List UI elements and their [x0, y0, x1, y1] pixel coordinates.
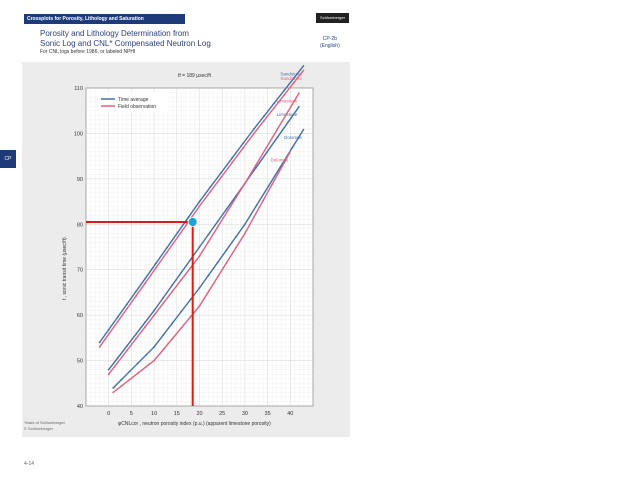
series-tick [253, 216, 255, 218]
series-tick [166, 252, 168, 254]
series-tick [126, 350, 128, 352]
series-tick [112, 391, 114, 393]
series-tick [145, 354, 147, 356]
series-tick [166, 247, 168, 249]
series-tick [126, 345, 128, 347]
series-tick [135, 291, 137, 293]
series-tick [226, 249, 228, 251]
series-tick [231, 162, 233, 164]
copyright-line1: *Mark of Schlumberger [24, 420, 65, 425]
series-tick [263, 115, 265, 117]
series-tick [162, 349, 164, 351]
porosity-result-2: Porosity = 21.4% [462, 348, 558, 363]
y-tick-label: 40 [76, 404, 83, 410]
series-tick [226, 208, 228, 210]
series-tick [177, 236, 179, 238]
series-tick [153, 346, 155, 348]
series-tick [117, 321, 119, 323]
series-tick [108, 333, 110, 335]
x-tick-label: 0 [107, 411, 111, 417]
x-tick-label: 40 [287, 411, 294, 417]
series-tick [293, 82, 295, 84]
x-tick-label: 5 [129, 411, 133, 417]
series-tick [244, 232, 246, 234]
series-tick [256, 204, 258, 206]
series-tick [137, 372, 139, 374]
x-tick-label: 20 [196, 411, 203, 417]
porosity-result-1: Porosity = 20.1% [462, 310, 558, 325]
series-tick [112, 387, 114, 389]
series-tick [253, 128, 255, 130]
series-tick [171, 284, 173, 286]
x-tick-label: 30 [241, 411, 248, 417]
series-tick [190, 267, 192, 269]
series-tick [108, 373, 110, 375]
x-tick-label: 15 [173, 411, 180, 417]
x-axis-label: φCNLcor , neutron porosity index (p.u.) (apparent limestone porosity) [118, 421, 271, 427]
y-tick-label: 100 [73, 131, 83, 138]
series-tick [199, 287, 201, 289]
series-tick [273, 107, 275, 109]
series-tick [220, 172, 222, 174]
x-tick-label: 10 [151, 411, 158, 417]
y-tick-label: 110 [74, 86, 83, 92]
document-banner: Crossplots for Porosity, Lithology and Saturation [24, 14, 185, 24]
side-tab: CP [0, 150, 16, 168]
series-tick [291, 147, 293, 149]
series-tick [135, 338, 137, 340]
schlumberger-logo: Schlumberger [316, 13, 349, 23]
series-tick [235, 197, 237, 199]
series-tick [242, 143, 244, 145]
series-tick [144, 278, 146, 280]
series-tick [171, 291, 173, 293]
series-tick [277, 128, 279, 130]
series-tick [155, 262, 157, 264]
page-number: 4-14 [24, 461, 35, 467]
series-tick [199, 201, 201, 203]
series-tick [209, 191, 211, 193]
y-tick-label: 50 [76, 358, 83, 365]
series-tick [231, 157, 233, 159]
series-tick [190, 299, 192, 301]
series-tick [288, 121, 290, 123]
series-tick [121, 379, 123, 381]
document-title-line2: Sonic Log and CNL* Compensated Neutron Log [40, 39, 211, 48]
chart-code-line1: CP-2b [322, 36, 337, 42]
series-label: Limestone [276, 112, 298, 118]
series-tick [137, 362, 139, 364]
series-tick [220, 176, 222, 178]
series-tick [244, 223, 246, 225]
chart-label-line2: CP-2b [481, 200, 539, 224]
series-tick [121, 385, 123, 387]
slide-title-line2: Crossplot [467, 90, 553, 114]
series-tick [199, 255, 201, 257]
series-tick [135, 295, 137, 297]
series-tick [190, 316, 192, 318]
document-title-line1: Porosity and Lithology Determination from [40, 29, 189, 38]
series-tick [153, 314, 155, 316]
porosity-result-or: Or [502, 329, 518, 344]
series-tick [208, 291, 210, 293]
y-tick-label: 70 [76, 267, 83, 274]
series-tick [244, 183, 246, 185]
series-tick [266, 152, 268, 154]
series-tick [199, 246, 201, 248]
series-tick [266, 146, 268, 148]
x-tick-label: 35 [264, 411, 271, 417]
series-tick [283, 90, 285, 92]
x-tick-label: 25 [219, 411, 226, 417]
series-tick [180, 279, 182, 281]
series-tick [262, 200, 264, 202]
y-tick-label: 60 [76, 313, 83, 320]
series-tick [190, 259, 192, 261]
series-tick [108, 369, 110, 371]
series-tick [177, 232, 179, 234]
legend-field-observation-label: Field observation [118, 104, 157, 110]
series-tick [153, 360, 155, 362]
series-tick [117, 316, 119, 318]
top-annotation: tf = 189 μsec/ft [178, 73, 212, 79]
series-tick [253, 133, 255, 135]
chart-label-line1: Chart [483, 173, 537, 197]
series-tick [268, 185, 270, 187]
series-tick [162, 334, 164, 336]
series-tick [108, 329, 110, 331]
y-tick-label: 80 [76, 222, 83, 229]
series-tick [117, 361, 119, 363]
copyright-line2: © Schlumberger [24, 426, 53, 431]
series-tick [188, 216, 190, 218]
series-tick [180, 311, 182, 313]
series-tick [117, 357, 119, 359]
series-tick [208, 233, 210, 235]
series-tick [208, 274, 210, 276]
series-tick [273, 103, 275, 105]
series-tick [129, 371, 131, 373]
series-tick [280, 167, 282, 169]
series-tick [209, 186, 211, 188]
series-label: Dolomite [284, 134, 302, 140]
series-tick [242, 147, 244, 149]
series-tick [235, 236, 237, 238]
series-tick [144, 322, 146, 324]
series-tick [208, 241, 210, 243]
series-tick [217, 221, 219, 223]
document-subtitle: For CNL logs before 1986, or labeled NPHI [40, 49, 136, 55]
series-tick [217, 276, 219, 278]
series-tick [99, 346, 101, 348]
series-tick [217, 226, 219, 228]
y-tick-label: 90 [76, 176, 83, 183]
series-tick [171, 338, 173, 340]
series-tick [162, 297, 164, 299]
series-tick [283, 94, 285, 96]
series-tick [271, 183, 273, 185]
series-tick [155, 267, 157, 269]
series-tick [180, 327, 182, 329]
series-tick [199, 205, 201, 207]
series-tick [288, 110, 290, 112]
series-tick [263, 120, 265, 122]
legend-time-average-label: Time average [118, 97, 149, 103]
series-tick [162, 302, 164, 304]
series-tick [226, 212, 228, 214]
chart-legend [98, 92, 168, 112]
series-tick [180, 272, 182, 274]
slide-title-line1: Neutron-Sonic [444, 63, 576, 87]
series-tick [199, 305, 201, 307]
chart-code-line2: (English) [320, 43, 340, 49]
series-tick [144, 326, 146, 328]
series-tick [171, 322, 173, 324]
y-axis-label: t , sonic transit time (μsec/ft) [62, 237, 68, 300]
series-tick [153, 310, 155, 312]
series-tick [144, 282, 146, 284]
series-tick [235, 247, 237, 249]
series-tick [129, 379, 131, 381]
series-tick [126, 303, 128, 305]
series-tick [145, 366, 147, 368]
series-tick [226, 262, 228, 264]
readout-marker [188, 218, 197, 227]
series-tick [126, 308, 128, 310]
series-tick [277, 136, 279, 138]
series-tick [135, 333, 137, 335]
series-label: Dolomite [270, 157, 289, 163]
series-tick [255, 164, 257, 166]
series-label: Sandstone [280, 71, 302, 77]
series-tick [99, 342, 101, 344]
series-label: Sandstone [280, 75, 302, 81]
series-label: Limestone [276, 98, 298, 104]
series-tick [217, 262, 219, 264]
